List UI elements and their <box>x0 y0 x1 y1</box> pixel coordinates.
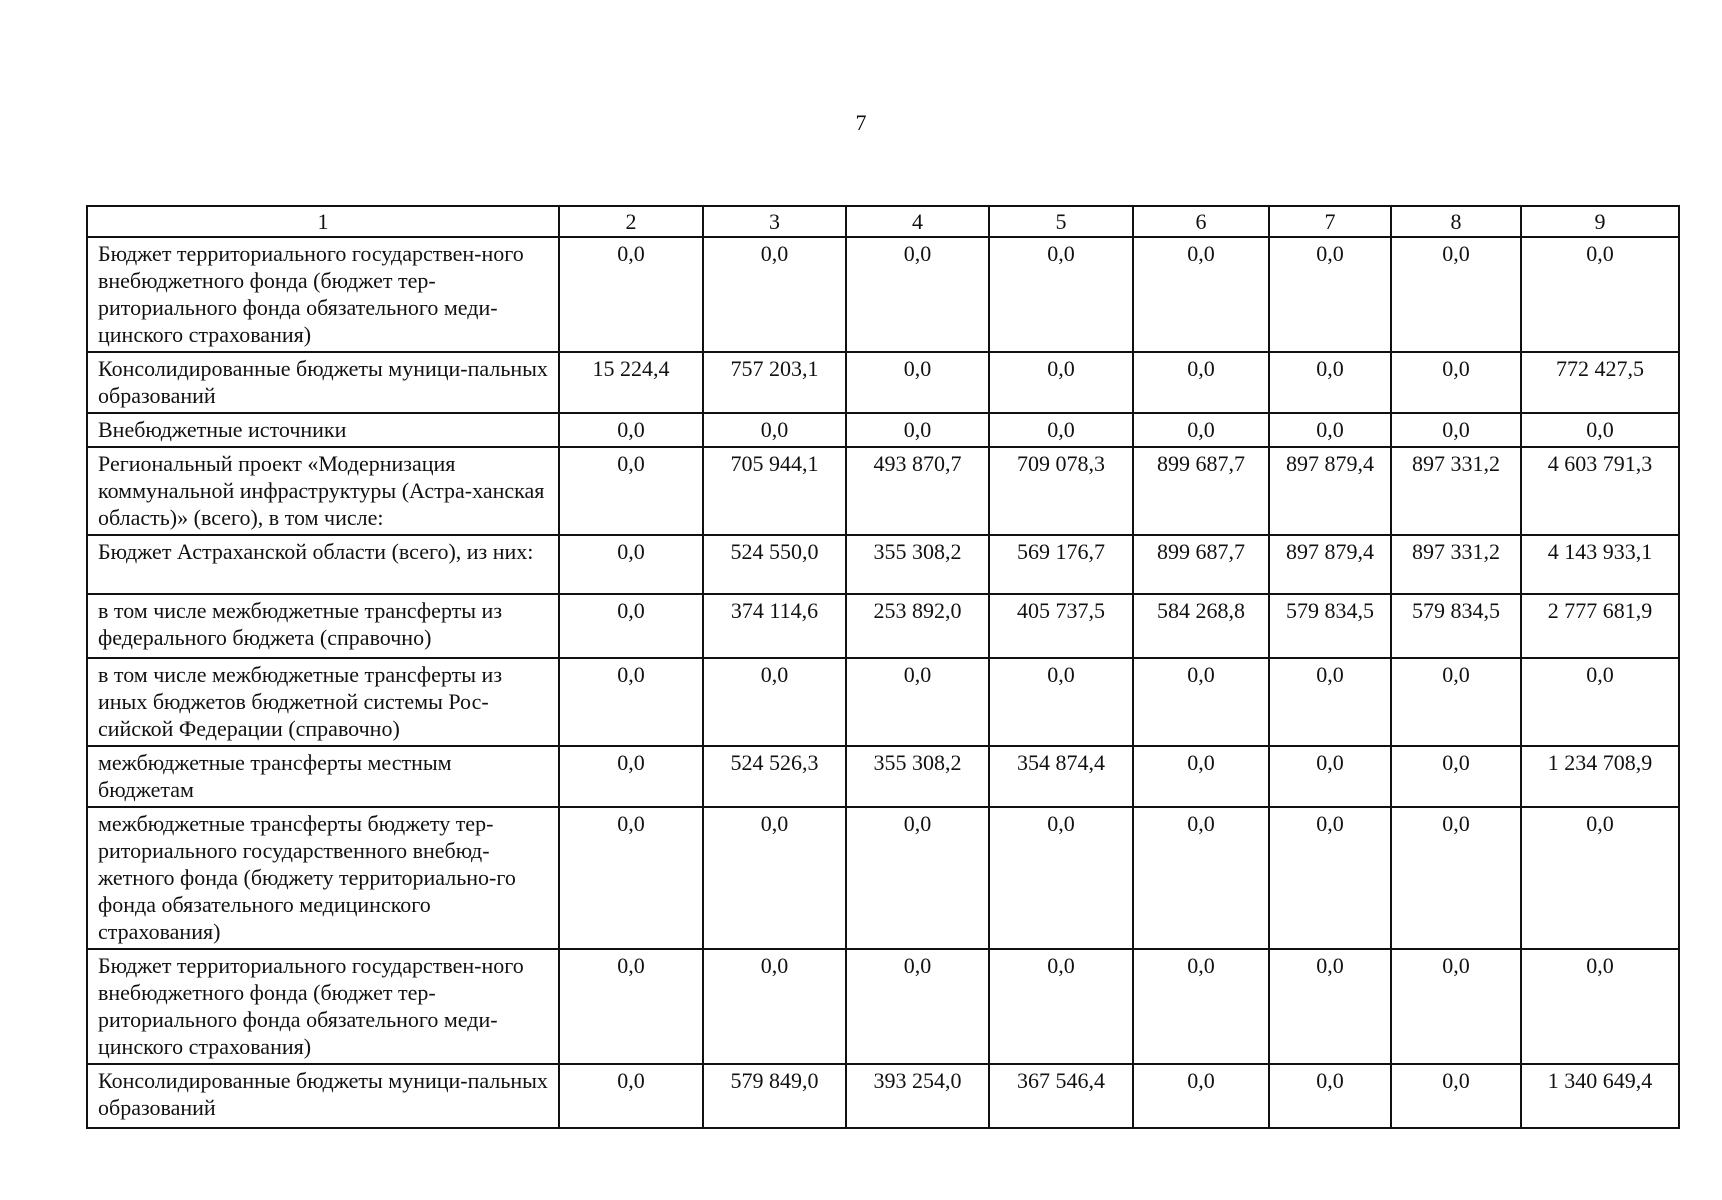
table-cell: 355 308,2 <box>846 535 989 594</box>
table-cell: 4 603 791,3 <box>1521 447 1679 535</box>
table-cell: 0,0 <box>559 658 703 746</box>
table-cell: 0,0 <box>703 658 846 746</box>
row-label: Бюджет территориального государствен-ного внебюджетного фонда (бюджет тер-риториального фонда обязательного меди-цинского страхования) <box>87 949 559 1064</box>
table-cell: 374 114,6 <box>703 594 846 658</box>
table-cell: 0,0 <box>559 535 703 594</box>
table-cell: 579 849,0 <box>703 1064 846 1128</box>
table-cell: 393 254,0 <box>846 1064 989 1128</box>
table-cell: 0,0 <box>1521 413 1679 447</box>
table-cell: 0,0 <box>989 237 1133 352</box>
table-cell: 0,0 <box>1391 1064 1521 1128</box>
table-cell: 405 737,5 <box>989 594 1133 658</box>
column-header: 6 <box>1133 206 1269 237</box>
table-row <box>87 807 1679 949</box>
table-cell: 705 944,1 <box>703 447 846 535</box>
column-header: 4 <box>846 206 989 237</box>
table-cell: 0,0 <box>1391 746 1521 807</box>
table-cell: 0,0 <box>559 594 703 658</box>
table-cell: 0,0 <box>1133 352 1269 413</box>
row-label: в том числе межбюджетные трансферты из иных бюджетов бюджетной системы Рос-сийской Федерации (справочно) <box>87 658 559 746</box>
table-cell: 355 308,2 <box>846 746 989 807</box>
table-cell: 0,0 <box>559 447 703 535</box>
table-cell: 0,0 <box>703 237 846 352</box>
table-cell: 569 176,7 <box>989 535 1133 594</box>
table-row <box>87 658 1679 746</box>
row-label: Внебюджетные источники <box>87 413 559 447</box>
column-header: 3 <box>703 206 846 237</box>
column-header: 8 <box>1391 206 1521 237</box>
table-cell: 0,0 <box>846 807 989 949</box>
table-cell: 4 143 933,1 <box>1521 535 1679 594</box>
table-cell: 0,0 <box>1133 807 1269 949</box>
table-cell: 0,0 <box>1269 352 1391 413</box>
table-cell: 0,0 <box>559 807 703 949</box>
table-cell: 0,0 <box>1133 413 1269 447</box>
column-header: 7 <box>1269 206 1391 237</box>
table-cell: 1 340 649,4 <box>1521 1064 1679 1128</box>
table-cell: 0,0 <box>1269 1064 1391 1128</box>
row-label: Консолидированные бюджеты муници-пальных образований <box>87 1064 559 1128</box>
table-cell: 0,0 <box>1133 949 1269 1064</box>
table-row <box>87 746 1679 807</box>
table-cell: 0,0 <box>846 658 989 746</box>
table-cell: 897 879,4 <box>1269 447 1391 535</box>
table-cell: 0,0 <box>846 352 989 413</box>
table-cell: 0,0 <box>989 949 1133 1064</box>
table-cell: 0,0 <box>989 807 1133 949</box>
table-header-row <box>87 206 1679 237</box>
table-cell: 0,0 <box>846 237 989 352</box>
table-cell: 524 526,3 <box>703 746 846 807</box>
table-row <box>87 413 1679 447</box>
row-label: Бюджет территориального государствен-ного внебюджетного фонда (бюджет тер-риториального фонда обязательного меди-цинского страхования) <box>87 237 559 352</box>
table-cell: 0,0 <box>703 413 846 447</box>
row-label: межбюджетные трансферты бюджету тер-риториального государственного внебюд-жетного фонда (бюджету территориально-го фонда обязательного медицинского страхования) <box>87 807 559 949</box>
table-cell: 0,0 <box>1269 658 1391 746</box>
table-cell: 367 546,4 <box>989 1064 1133 1128</box>
table-cell: 0,0 <box>1391 949 1521 1064</box>
table-cell: 0,0 <box>1269 949 1391 1064</box>
table-cell: 0,0 <box>1133 746 1269 807</box>
column-header: 2 <box>559 206 703 237</box>
table-cell: 524 550,0 <box>703 535 846 594</box>
table-cell: 15 224,4 <box>559 352 703 413</box>
table-cell: 0,0 <box>1133 658 1269 746</box>
table-row <box>87 352 1679 413</box>
table-cell: 0,0 <box>1521 807 1679 949</box>
table-row <box>87 1064 1679 1128</box>
table-cell: 0,0 <box>1521 237 1679 352</box>
table-cell: 0,0 <box>559 237 703 352</box>
column-header: 5 <box>989 206 1133 237</box>
table-cell: 0,0 <box>1391 237 1521 352</box>
table-cell: 0,0 <box>1521 658 1679 746</box>
table-cell: 0,0 <box>846 413 989 447</box>
table-cell: 0,0 <box>559 1064 703 1128</box>
table-cell: 0,0 <box>1521 949 1679 1064</box>
table-row <box>87 535 1679 594</box>
table-cell: 0,0 <box>703 949 846 1064</box>
table-row <box>87 447 1679 535</box>
table-cell: 897 879,4 <box>1269 535 1391 594</box>
table-cell: 0,0 <box>1269 807 1391 949</box>
table-cell: 0,0 <box>1391 807 1521 949</box>
table-cell: 757 203,1 <box>703 352 846 413</box>
table-cell: 0,0 <box>559 949 703 1064</box>
table-cell: 897 331,2 <box>1391 535 1521 594</box>
table-cell: 579 834,5 <box>1391 594 1521 658</box>
table-cell: 0,0 <box>989 658 1133 746</box>
table-cell: 579 834,5 <box>1269 594 1391 658</box>
table-cell: 0,0 <box>1269 413 1391 447</box>
row-label: Консолидированные бюджеты муници-пальных образований <box>87 352 559 413</box>
table-cell: 0,0 <box>989 413 1133 447</box>
table-row <box>87 237 1679 352</box>
table-cell: 0,0 <box>559 746 703 807</box>
table-cell: 493 870,7 <box>846 447 989 535</box>
table-cell: 0,0 <box>846 949 989 1064</box>
table-cell: 354 874,4 <box>989 746 1133 807</box>
table-row <box>87 594 1679 658</box>
table-cell: 0,0 <box>1269 746 1391 807</box>
table-cell: 772 427,5 <box>1521 352 1679 413</box>
table-cell: 0,0 <box>1391 352 1521 413</box>
page-number: 7 <box>855 110 867 135</box>
table-cell: 0,0 <box>1133 1064 1269 1128</box>
table-cell: 0,0 <box>559 413 703 447</box>
row-label: Региональный проект «Модернизация коммунальной инфраструктуры (Астра-ханская область)» (всего), в том числе: <box>87 447 559 535</box>
table-row <box>87 949 1679 1064</box>
table-cell: 0,0 <box>1391 658 1521 746</box>
table-cell: 0,0 <box>1391 413 1521 447</box>
budget-table <box>86 205 1680 1129</box>
column-header: 9 <box>1521 206 1679 237</box>
table-cell: 897 331,2 <box>1391 447 1521 535</box>
table-cell: 2 777 681,9 <box>1521 594 1679 658</box>
column-header: 1 <box>87 206 559 237</box>
row-label: межбюджетные трансферты местным бюджетам <box>87 746 559 807</box>
table-cell: 584 268,8 <box>1133 594 1269 658</box>
table-cell: 0,0 <box>703 807 846 949</box>
table-cell: 0,0 <box>989 352 1133 413</box>
row-label: Бюджет Астраханской области (всего), из них: <box>87 535 559 594</box>
table-cell: 709 078,3 <box>989 447 1133 535</box>
table-cell: 899 687,7 <box>1133 535 1269 594</box>
table-cell: 1 234 708,9 <box>1521 746 1679 807</box>
table-cell: 0,0 <box>1269 237 1391 352</box>
row-label: в том числе межбюджетные трансферты из федерального бюджета (справочно) <box>87 594 559 658</box>
table-cell: 253 892,0 <box>846 594 989 658</box>
table-cell: 0,0 <box>1133 237 1269 352</box>
table-cell: 899 687,7 <box>1133 447 1269 535</box>
